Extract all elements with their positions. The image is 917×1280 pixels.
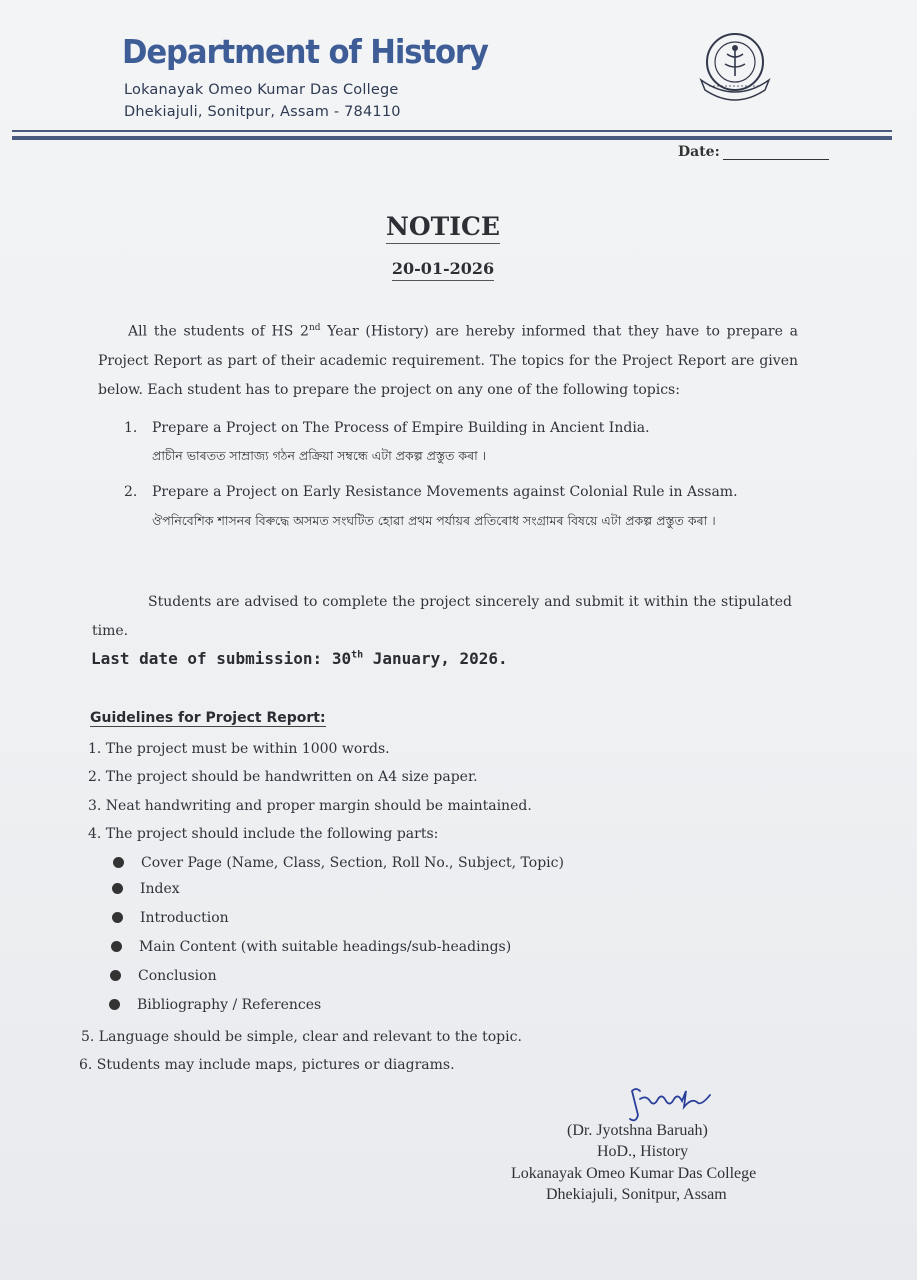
guideline-part — [110, 968, 217, 984]
bullet-icon — [111, 941, 122, 952]
guideline-part-text: Cover Page (Name, Class, Section, Roll No., Subject, Topic) — [141, 855, 564, 871]
guideline-part-text: Main Content (with suitable headings/sub-headings) — [139, 939, 512, 955]
notice-title-text: NOTICE — [386, 212, 500, 244]
bullet-icon — [112, 883, 123, 894]
signatory-place: Dhekiajuli, Sonitpur, Assam — [546, 1186, 727, 1203]
topic-english: Prepare a Project on The Process of Empire Building in Ancient India. — [152, 420, 650, 436]
guideline-part-text: Introduction — [140, 910, 229, 926]
bullet-icon — [113, 857, 124, 868]
guideline-item: 1. The project must be within 1000 words. — [88, 741, 390, 757]
notice-date — [0, 259, 886, 278]
guideline-part-text: Bibliography / References — [137, 997, 322, 1013]
last-date-sup: th — [351, 649, 364, 661]
bullet-icon — [112, 912, 123, 923]
last-date-text-a: Last date of submission: 30 — [91, 649, 352, 668]
intro-text-a: All the students of HS 2 — [128, 323, 309, 340]
date-label: Date: — [678, 144, 720, 160]
topic-assamese: ঔপনিবেশিক শাসনৰ বিৰুদ্ধে অসমত সংঘটিত হোৱা প্ৰথম পৰ্যায়ৰ প্ৰতিৰোধ সংগ্ৰামৰ বিষয়ে এটা প্ৰকল্প প্ৰস্তুত কৰা । — [152, 513, 716, 528]
signature-icon — [626, 1085, 716, 1125]
signatory-designation: HoD., History — [597, 1143, 689, 1160]
guideline-part — [113, 855, 564, 871]
intro-paragraph — [98, 314, 798, 405]
intro-text-b: Year (History) are hereby informed that they have to prepare a Project Report as part of their academic requirement. The topics for the Project Report are given below. Each student has to prepare the project on any one of the following topics: — [98, 323, 799, 398]
department-title: Department of History — [122, 32, 488, 71]
guideline-part — [111, 939, 511, 955]
bullet-icon — [109, 999, 120, 1010]
last-date-text-b: January, 2026. — [363, 649, 508, 668]
topic-item-2 — [124, 478, 764, 536]
last-date-submission — [91, 649, 508, 668]
advice-paragraph — [92, 588, 792, 646]
college-address: Dhekiajuli, Sonitpur, Assam - 784110 — [124, 104, 401, 120]
notice-date-text: 20-01-2026 — [392, 259, 494, 281]
topic-number: 1. — [124, 420, 138, 436]
guideline-part-text: Conclusion — [138, 968, 217, 984]
guideline-item: 3. Neat handwriting and proper margin should be maintained. — [88, 798, 532, 814]
guideline-part — [112, 881, 180, 897]
guidelines-heading: Guidelines for Project Report: — [90, 710, 326, 726]
topic-english: Prepare a Project on Early Resistance Movements against Colonial Rule in Assam. — [152, 484, 738, 500]
topic-item-1 — [124, 414, 764, 470]
guideline-item: 4. The project should include the following parts: — [88, 826, 439, 842]
guideline-item: 5. Language should be simple, clear and relevant to the topic. — [81, 1029, 522, 1045]
bullet-icon — [110, 970, 121, 981]
signatory-college: Lokanayak Omeo Kumar Das College — [511, 1165, 757, 1182]
header-rule-thick — [12, 136, 892, 140]
college-seal-icon — [695, 30, 775, 102]
guideline-part — [109, 997, 321, 1013]
topic-number: 2. — [124, 484, 138, 500]
guideline-item: 6. Students may include maps, pictures or diagrams. — [79, 1057, 455, 1073]
college-name: Lokanayak Omeo Kumar Das College — [124, 82, 399, 98]
advice-text: Students are advised to complete the project sincerely and submit it within the stipulated time. — [92, 594, 792, 639]
header-rule-thin — [12, 130, 892, 132]
guideline-part-text: Index — [140, 881, 180, 897]
guideline-part — [112, 910, 229, 926]
topic-assamese: প্ৰাচীন ভাৰতত সাম্ৰাজ্য গঠন প্ৰক্ৰিয়া সম্বন্ধে এটা প্ৰকল্প প্ৰস্তুত কৰা । — [152, 448, 487, 463]
notice-heading — [0, 212, 886, 241]
guideline-item: 2. The project should be handwritten on A4 size paper. — [88, 769, 478, 785]
date-blank-line — [723, 159, 829, 160]
signatory-name: (Dr. Jyotshna Baruah) — [567, 1122, 708, 1139]
intro-sup: nd — [308, 323, 321, 333]
